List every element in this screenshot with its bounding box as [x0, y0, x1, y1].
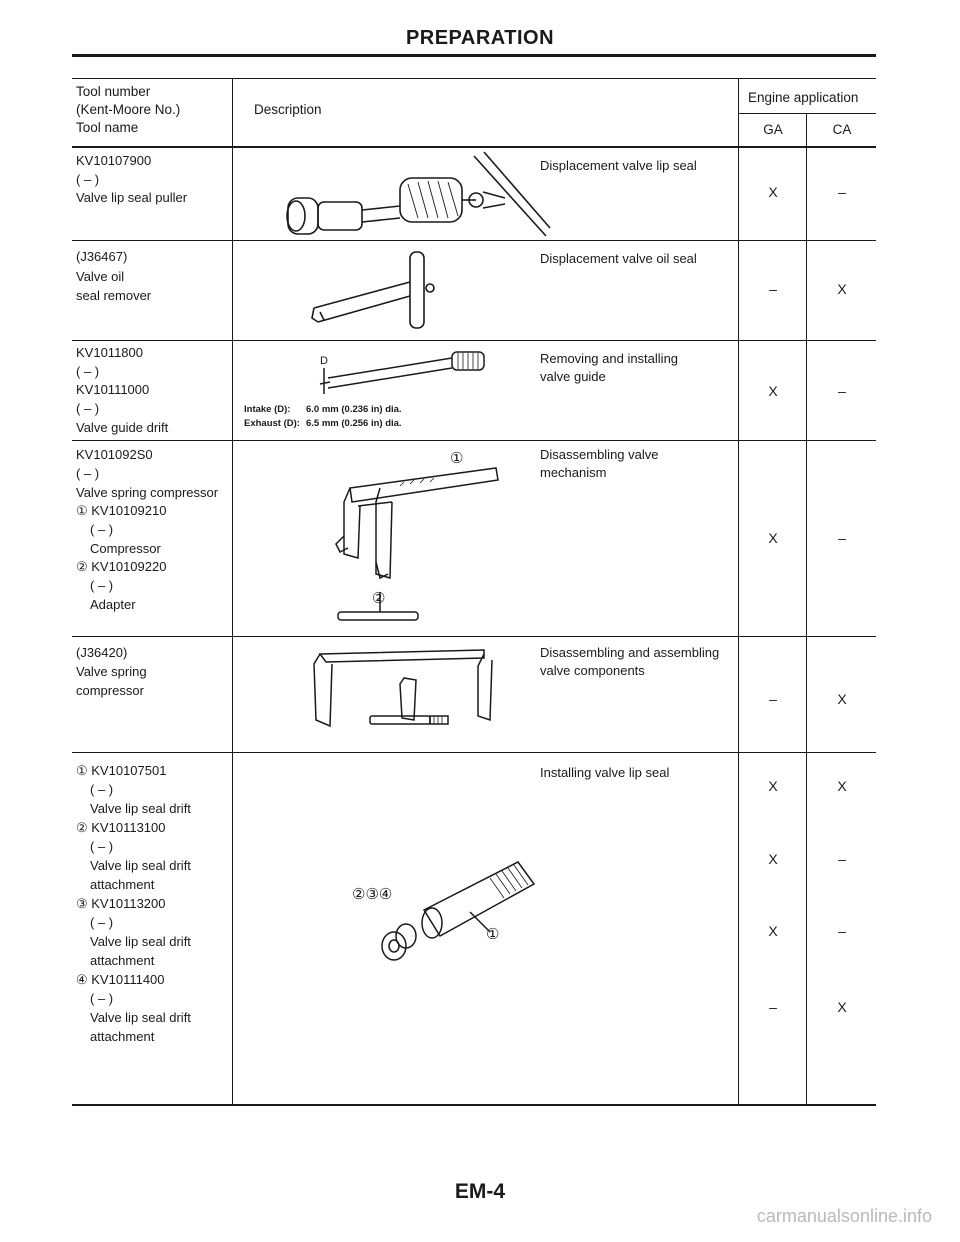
- intake-label: Intake (D):: [244, 404, 291, 415]
- ga-application: X: [768, 184, 778, 200]
- tool-number: ③ KV10113200: [76, 896, 166, 911]
- tool-name: Compressor: [90, 541, 161, 556]
- tool-name: Valve spring compressor: [76, 485, 219, 500]
- header-ca: CA: [832, 122, 852, 137]
- ga-application: X: [768, 778, 778, 794]
- description-text: Installing valve lip seal: [540, 765, 670, 780]
- ga-application: –: [769, 691, 777, 707]
- tool-name: Valve lip seal drift: [90, 934, 191, 949]
- ca-application: –: [838, 530, 846, 546]
- intake-dimension: 6.0 mm (0.236 in) dia.: [306, 404, 402, 415]
- ga-application: X: [768, 530, 778, 546]
- header-tool-name: Tool name: [76, 120, 139, 135]
- callout-1: ①: [486, 926, 500, 943]
- ca-application: X: [837, 691, 847, 707]
- description-text: Displacement valve oil seal: [540, 251, 697, 266]
- tool-name: Valve guide drift: [76, 420, 169, 435]
- ga-application: X: [768, 383, 778, 399]
- tool-name: Valve lip seal puller: [76, 190, 188, 205]
- ga-application: X: [768, 851, 778, 867]
- tool-number: ② KV10109220: [76, 559, 167, 574]
- valve-guide-drift-illustration: [312, 350, 492, 398]
- ca-application: –: [838, 383, 846, 399]
- row-divider: [72, 340, 876, 341]
- valve-spring-compressor-illustration: [330, 462, 510, 632]
- description-text: Removing and installing valve guide: [540, 351, 679, 384]
- callout-2-3-4: ②③④: [352, 886, 393, 903]
- tool-number: KV1011800: [76, 345, 143, 360]
- kent-moore-number: ( – ): [90, 915, 114, 930]
- valve-oil-seal-remover-illustration: [310, 248, 450, 334]
- header-engine-application: Engine application: [748, 90, 859, 105]
- ca-application: X: [837, 778, 847, 794]
- tool-name: compressor: [76, 683, 144, 698]
- kent-moore-number: (J36420): [76, 645, 128, 660]
- tool-name: Valve oil: [76, 269, 125, 284]
- kent-moore-number: (J36467): [76, 249, 128, 264]
- tool-number: KV101092S0: [76, 447, 153, 462]
- ca-application: X: [837, 999, 847, 1015]
- row-divider: [72, 440, 876, 441]
- tool-number: ① KV10109210: [76, 503, 167, 518]
- header-ga: GA: [763, 122, 783, 137]
- tool-number: ④ KV10111400: [76, 972, 165, 987]
- tool-name: Valve lip seal drift: [90, 858, 191, 873]
- tool-name: Adapter: [90, 597, 136, 612]
- ca-application: –: [838, 923, 846, 939]
- exhaust-dimension: 6.5 mm (0.256 in) dia.: [306, 418, 402, 429]
- ca-application: –: [838, 851, 846, 867]
- callout-1: ①: [450, 450, 464, 467]
- title-rule: [72, 54, 876, 57]
- tool-name: attachment: [90, 1029, 155, 1044]
- ca-application: –: [838, 184, 846, 200]
- engine-header-divider: [738, 113, 876, 114]
- description-text: Disassembling valve mechanism: [540, 447, 659, 480]
- watermark: carmanualsonline.info: [756, 1206, 932, 1226]
- kent-moore-number: ( – ): [90, 839, 114, 854]
- tool-name: attachment: [90, 877, 155, 892]
- tool-number: KV10111000: [76, 382, 150, 397]
- ga-application: X: [768, 923, 778, 939]
- description-text: Disassembling and assembling valve components: [540, 645, 720, 678]
- ca-application: X: [837, 281, 847, 297]
- kent-moore-number: ( – ): [90, 578, 114, 593]
- page-title: PREPARATION: [405, 27, 555, 49]
- tool-number: KV10107900: [76, 153, 152, 168]
- row-divider: [72, 636, 876, 637]
- tool-name: Valve spring: [76, 664, 147, 679]
- table-top-border: [72, 78, 876, 79]
- valve-lip-seal-puller-illustration: [280, 148, 552, 240]
- ga-application: –: [769, 999, 777, 1015]
- kent-moore-number: ( – ): [76, 466, 100, 481]
- dimension-label: D: [320, 355, 328, 367]
- tool-name: attachment: [90, 953, 155, 968]
- valve-lip-seal-drift-illustration: [350, 856, 550, 966]
- kent-moore-number: ( – ): [90, 522, 114, 537]
- description-text: Displacement valve lip seal: [540, 158, 697, 173]
- tool-number: ① KV10107501: [76, 763, 167, 778]
- header-description: Description: [254, 102, 322, 117]
- tool-name: Valve lip seal drift: [90, 1010, 191, 1025]
- kent-moore-number: ( – ): [76, 364, 100, 379]
- tool-name: Valve lip seal drift: [90, 801, 191, 816]
- row-divider: [72, 240, 876, 241]
- header-kent-moore: (Kent-Moore No.): [76, 102, 181, 117]
- kent-moore-number: ( – ): [90, 782, 114, 797]
- column-divider: [806, 113, 807, 1105]
- tool-name: seal remover: [76, 288, 152, 303]
- kent-moore-number: ( – ): [76, 401, 100, 416]
- column-divider: [232, 78, 233, 1105]
- callout-2: ②: [372, 590, 386, 607]
- row-divider: [72, 752, 876, 753]
- kent-moore-number: ( – ): [90, 991, 114, 1006]
- table-bottom-border: [72, 1104, 876, 1106]
- tool-number: ② KV10113100: [76, 820, 166, 835]
- header-tool-number: Tool number: [76, 84, 151, 99]
- page-number: EM-4: [454, 1180, 506, 1203]
- exhaust-label: Exhaust (D):: [244, 418, 300, 429]
- column-divider: [738, 78, 739, 1105]
- ga-application: –: [769, 281, 777, 297]
- valve-spring-compressor-j36420-illustration: [306, 644, 506, 744]
- kent-moore-number: ( – ): [76, 172, 100, 187]
